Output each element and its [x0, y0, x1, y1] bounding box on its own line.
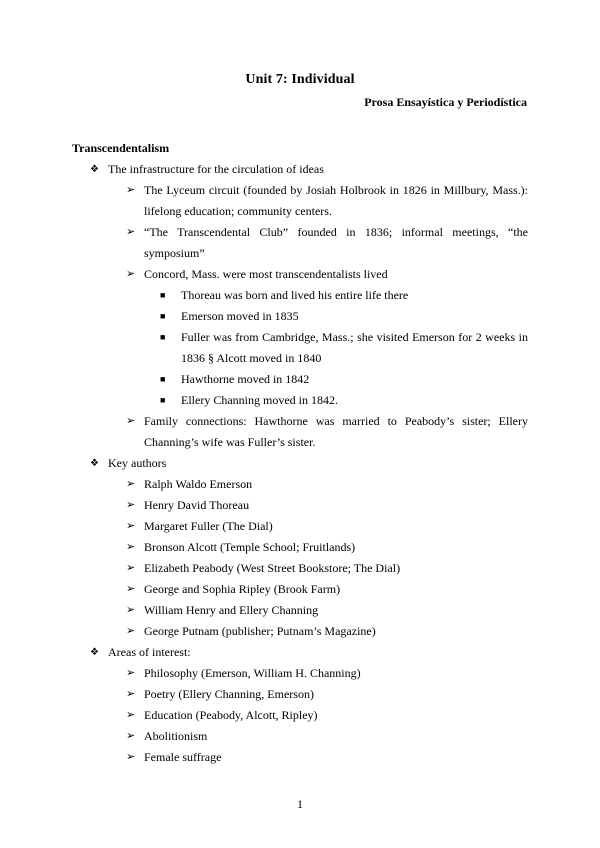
- square-bullet-icon: ■: [160, 311, 166, 321]
- list-item: [72, 390, 528, 411]
- list-item: [72, 684, 528, 705]
- list-item-text: Margaret Fuller (The Dial): [144, 519, 273, 533]
- list-item-text: George Putnam (publisher; Putnam’s Magazine): [144, 624, 376, 638]
- section-heading: Transcendentalism: [72, 141, 170, 155]
- diamond-bullet-icon: ❖: [90, 164, 99, 175]
- arrow-bullet-icon: ➢: [126, 604, 136, 616]
- page-number: 1: [297, 797, 303, 811]
- arrow-bullet-icon: ➢: [126, 415, 136, 427]
- arrow-bullet-icon: ➢: [126, 268, 136, 280]
- course-subtitle: Prosa Ensayística y Periodística: [364, 95, 527, 109]
- arrow-bullet-icon: ➢: [126, 667, 136, 679]
- list-item: [72, 558, 528, 579]
- list-item-text: Hawthorne moved in 1842: [181, 372, 310, 386]
- list-item-text: Philosophy (Emerson, William H. Channing): [144, 666, 361, 680]
- list-item: [72, 579, 528, 600]
- list-item: [72, 537, 528, 558]
- arrow-bullet-icon: ➢: [126, 562, 136, 574]
- list-item-text: Education (Peabody, Alcott, Ripley): [144, 708, 318, 722]
- list-item-text: Emerson moved in 1835: [181, 309, 299, 323]
- arrow-bullet-icon: ➢: [126, 226, 136, 238]
- list-item-label: The infrastructure for the circulation of ideas: [108, 162, 324, 176]
- arrow-bullet-icon: ➢: [126, 730, 136, 742]
- arrow-bullet-icon: ➢: [126, 583, 136, 595]
- arrow-bullet-icon: ➢: [126, 541, 136, 553]
- list-item: [72, 369, 528, 390]
- diamond-bullet-icon: ❖: [90, 647, 99, 658]
- list-item-text: Thoreau was born and lived his entire life there: [181, 288, 409, 302]
- list-item-text: William Henry and Ellery Channing: [144, 603, 319, 617]
- arrow-bullet-icon: ➢: [126, 625, 136, 637]
- list-item-text: George and Sophia Ripley (Brook Farm): [144, 582, 341, 596]
- list-item: [72, 705, 528, 726]
- list-item-lyceum: [72, 180, 528, 222]
- list-item-concord: [72, 264, 528, 285]
- list-item-text: Ellery Channing moved in 1842.: [181, 393, 338, 407]
- list-item: [72, 474, 528, 495]
- arrow-bullet-icon: ➢: [126, 499, 136, 511]
- square-bullet-icon: ■: [160, 290, 166, 300]
- list-item-text: Family connections: Hawthorne was married to Peabody’s sister; Ellery Channing’s wife was Fuller’s sister.: [144, 414, 528, 449]
- document-body: [72, 138, 528, 768]
- arrow-bullet-icon: ➢: [126, 520, 136, 532]
- arrow-bullet-icon: ➢: [126, 751, 136, 763]
- list-item: [72, 747, 528, 768]
- square-bullet-icon: ■: [160, 332, 166, 342]
- arrow-bullet-icon: ➢: [126, 478, 136, 490]
- list-item-label: Areas of interest:: [108, 645, 191, 659]
- list-item-text: Bronson Alcott (Temple School; Fruitlands): [144, 540, 356, 554]
- list-item-text: Female suffrage: [144, 750, 222, 764]
- list-item-text: Henry David Thoreau: [144, 498, 250, 512]
- page-title: Unit 7: Individual: [245, 72, 355, 87]
- list-item-areas: [72, 642, 528, 663]
- list-item-text: “The Transcendental Club” founded in 1836; informal meetings, “the symposium”: [144, 225, 528, 260]
- diamond-bullet-icon: ❖: [90, 458, 99, 469]
- list-item-infrastructure: [72, 159, 528, 180]
- list-item: [72, 327, 528, 369]
- arrow-bullet-icon: ➢: [126, 688, 136, 700]
- square-bullet-icon: ■: [160, 395, 166, 405]
- list-item-text: Concord, Mass. were most transcendentalists lived: [144, 267, 388, 281]
- arrow-bullet-icon: ➢: [126, 709, 136, 721]
- list-item: [72, 600, 528, 621]
- arrow-bullet-icon: ➢: [126, 184, 136, 196]
- list-item: [72, 663, 528, 684]
- square-bullet-icon: ■: [160, 374, 166, 384]
- list-item-text: Elizabeth Peabody (West Street Bookstore; The Dial): [144, 561, 401, 575]
- list-item-label: Key authors: [108, 456, 167, 470]
- list-item: [72, 306, 528, 327]
- list-item-text: Fuller was from Cambridge, Mass.; she visited Emerson for 2 weeks in 1836 § Alcott moved in 1840: [181, 330, 528, 365]
- list-item-key-authors: [72, 453, 528, 474]
- list-item-club: [72, 222, 528, 264]
- list-item-text: Poetry (Ellery Channing, Emerson): [144, 687, 314, 701]
- list-item: [72, 495, 528, 516]
- list-item-text: The Lyceum circuit (founded by Josiah Holbrook in 1826 in Millbury, Mass.): lifelong education; community centers.: [144, 183, 528, 218]
- list-item-text: Ralph Waldo Emerson: [144, 477, 253, 491]
- list-item: [72, 285, 528, 306]
- list-item-text: Abolitionism: [144, 729, 208, 743]
- list-item: [72, 726, 528, 747]
- list-item-family: [72, 411, 528, 453]
- list-item: [72, 516, 528, 537]
- list-item: [72, 621, 528, 642]
